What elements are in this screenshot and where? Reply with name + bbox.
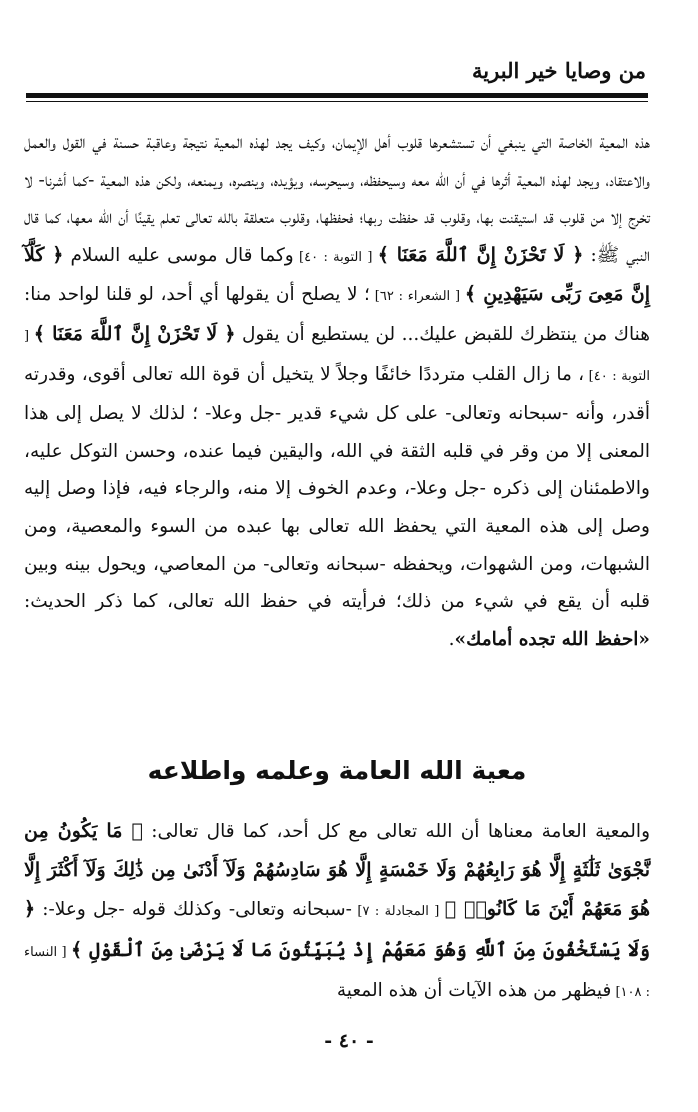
main-paragraph-block bbox=[24, 124, 650, 658]
verse-reference: [ المجادلة : ٧] bbox=[351, 904, 445, 919]
text-run: فيظهر من هذه الآيات أن هذه المعية bbox=[336, 980, 612, 1001]
text-run: والمعية العامة معناها أن الله تعالى مع كل أحد، كما قال تعالى: bbox=[142, 821, 651, 842]
quran-verse: ﴿ كَلَّآ إِنَّ مَعِىَ رَبِّى سَيَهْدِينِ ﴾ bbox=[24, 243, 650, 306]
paragraph-special-companionship bbox=[24, 124, 650, 658]
verse-reference: [ النساء : ١٠٨] bbox=[24, 945, 650, 1000]
page-number: - ٤٠ - bbox=[324, 1030, 374, 1052]
text-run: هذه المعية الخاصة التي ينبغي أن تستشعرها قلوب أهل الإيمان، وكيف يجد لهذه المعية نتيجة وعاقبة حسنة في القول والعمل والاعتقاد، ويجد لهذه المعية أثرها في أن الله معه وسيحفظه، وسيحرسه، ويؤيده، وينصره، ويمنعه، ولكن هذه المعية -كما أشرنا- لا تخرج إلا من قلوب قد استيقنت بها، وقلوب قد حفظت ربها؛ فحفظها، وقلوب متعلقة بالله تعالى تعلم يقينًا أن الله معها، كما قال النبي ﷺ: bbox=[24, 132, 650, 266]
paragraph-general-companionship bbox=[24, 812, 650, 1012]
running-title: من وصايا خير البرية bbox=[472, 58, 646, 83]
section-heading: معية الله العامة وعلمه واطلاعه bbox=[147, 756, 527, 785]
verse-reference: [ التوبة : ٤٠] bbox=[293, 249, 378, 265]
header-rule-thin bbox=[26, 101, 648, 102]
quran-verse: ﴿ وَلَا يَسْتَخْفُونَ مِنَ ٱللَّهِ وَهُوَ مَعَهُمْ إِذْ يُبَيِّتُونَ مَا لَا يَرْضَىٰ مِنَ ٱلْقَوْلِ ﴾ bbox=[24, 898, 650, 961]
quran-verse: ﴿ لَا تَحْزَنْ إِنَّ ٱللَّهَ مَعَنَا ﴾ bbox=[377, 243, 584, 266]
text-run: . bbox=[448, 628, 455, 650]
text-run: -سبحانه وتعالى- وكذلك قوله -جل وعلا-: bbox=[35, 899, 352, 920]
verse-reference: [ الشعراء : ٦٢] bbox=[369, 289, 465, 305]
quran-verse: ﴿ مَا يَكُونُ مِن نَّجْوَىٰ ثَلَٰثَةٍ إِلَّا هُوَ رَابِعُهُمْ وَلَا خَمْسَةٍ إِلَّا هُوَ سَادِسُهُمْ وَلَآ أَدْنَىٰ مِن ذَٰلِكَ وَلَآ أَكْثَرَ إِلَّا هُوَ مَعَهُمْ أَيْنَ مَا كَانُوا۟ ﴾ bbox=[24, 820, 650, 920]
text-run: ، ما زال القلب مترددًا خائفًا وجلاً لا يتخيل أن قوة الله تعالى أقوى، وقدرته أقدر، وأنه -سبحانه وتعالى- على كل شيء قدير -جل وعلا- ؛ لذلك لا يصل إلى هذا المعنى إلا من وقر في قلبه الثقة في الله، واليقين فيما عنده، وحسن التوكل عليه، والاطمئنان إلى ذكره -جل وعلا-، وعدم الخوف إلا منه، والرجاء فيه، فإذا وصل إليه وصل إلى هذه المعية التي يحفظ الله تعالى بها عبده من السوء والمعصية، ومن الشبهات، ومن الشهوات، ويحفظه -سبحانه وتعالى- من المعاصي، ويحول بينه وبين قلبه أن يقع في شيء من ذلك؛ فرأيته في حفظ الله تعالى، كما ذكر الحديث: bbox=[24, 363, 650, 613]
text-run: وكما قال موسى عليه السلام bbox=[63, 244, 294, 266]
hadith-quote: «احفظ الله تجده أمامك» bbox=[454, 628, 650, 650]
verse-reference: [ التوبة : ٤٠] bbox=[24, 328, 650, 384]
header-rule-thick bbox=[26, 93, 648, 98]
quran-verse: ﴿ لَا تَحْزَنْ إِنَّ ٱللَّهَ مَعَنَا ﴾ bbox=[33, 322, 236, 345]
general-companionship-block bbox=[24, 812, 650, 1012]
text-run: ؛ لا يصلح أن يقولها أي أحد، لو قلنا لواحد منا: هناك من ينتظرك للقبض عليك... لن يستطيع أن يقول bbox=[24, 284, 650, 345]
